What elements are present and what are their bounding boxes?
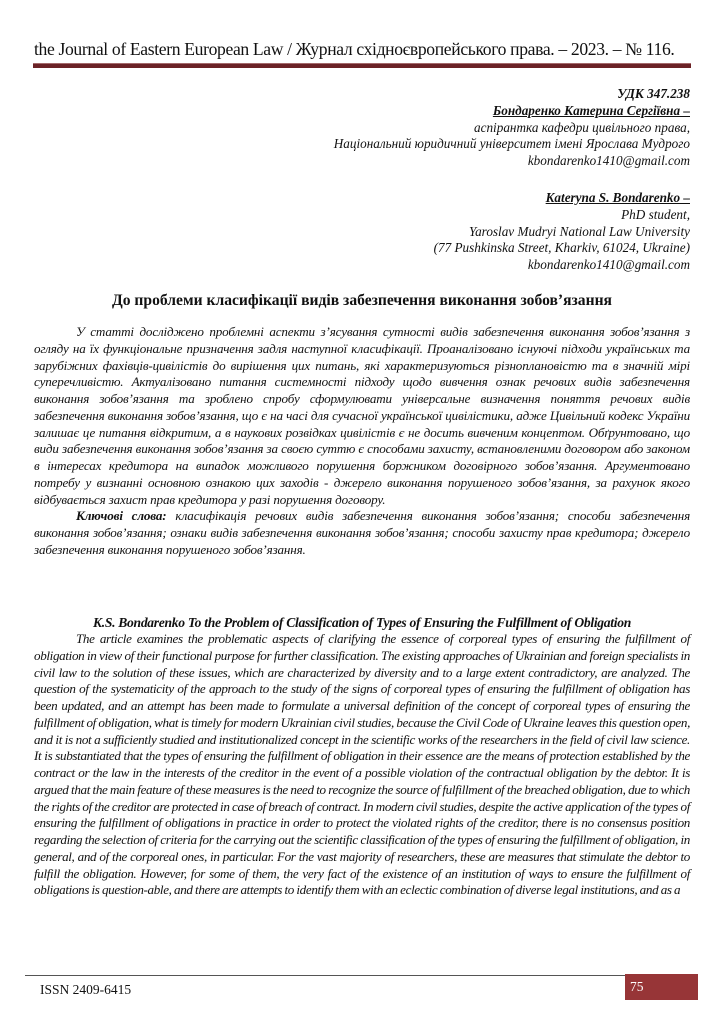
keywords-label: Ключові слова: bbox=[76, 508, 167, 524]
header-rule bbox=[33, 63, 691, 68]
author-name-ua: Бондаренко Катерина Сергіївна – bbox=[492, 102, 690, 118]
author-institution-ua: Національний юридичний університет імені Ярослава Мудрого bbox=[333, 136, 690, 152]
author-email-ua[interactable]: kbondarenko1410@gmail.com bbox=[527, 153, 690, 169]
running-header: the Journal of Eastern European Law / Журнал східноєвропейського права. – 2023. – № 116. bbox=[34, 39, 675, 59]
article-title-ua: До проблеми класифікації видів забезпечення виконання зобов’язання bbox=[112, 292, 612, 309]
author-position-en: PhD student, bbox=[621, 206, 690, 222]
issn: ISSN 2409-6415 bbox=[40, 982, 132, 997]
footer-rule bbox=[25, 975, 627, 976]
author-position-ua: аспірантка кафедри цивільного права, bbox=[474, 119, 690, 135]
author-email-en[interactable]: kbondarenko1410@gmail.com bbox=[527, 257, 690, 273]
abstract-en-text: The article examines the problematic aspects of clarifying the essence of corporeal types of ensuring the fulfillment of obligation in view of their functional purpose for further classification. The existing approaches of Ukrainian and foreign specialists in civil law to the solution of these issues, which are characterized by diversity and to a large extent contradictory, are analyzed. The question of the systematicity of the approach to the study of the signs of corporeal types of ensuring the fulfillment of obligation has been updated, and an attempt has been made to formulate a universal definition of the concept of corporeal types of ensuring the fulfillment of obligation, what is timely for modern Ukrainian civil studies, because the Civil Code of Ukraine leaves this question open, and it is not a sufficiently studied and institutionalized concept in the scientific works of the researchers in the field of civil law science. It is substantiated that the types of ensuring the fulfillment of obligation in their essence are the means of protection established by the contract or the law in the interests of the creditor in the event of a possible violation of the contractual obligation by the debtor. It is argued that the main feature of these measures is the need to recognize the source of fulfillment of the breached obligation, due to which the rights of the creditor are protected in case of breach of contract. In modern civil studies, despite the active application of the types of ensuring the fulfillment of obligations in practice in order to protect the violated rights of the creditor, there is no consensus position regarding the selection of criteria for the carrying out the scientific classification of the types of ensuring the fulfillment of obligation, in general, and of the corporeal ones, in particular. For the vast majority of researchers, these are measures that stimulate the debtor to fulfill the obligation. However, for some of them, the very fact of the existence of an institution of ways to ensure the fulfillment of obligations is question-able, and there are attempts to identify them with an eclectic combination of diverse legal institutions, and as a bbox=[34, 631, 690, 898]
author-institution-en: Yaroslav Mudryi National Law University bbox=[468, 223, 690, 239]
article-title-en: K.S. Bondarenko To the Problem of Classification of Types of Ensuring the Fulfillment of Obligation bbox=[92, 615, 632, 630]
abstract-en bbox=[34, 631, 690, 899]
author-name-en: Kateryna S. Bondarenko – bbox=[545, 190, 690, 205]
page-number: 75 bbox=[625, 974, 698, 1000]
udk-code: УДК 347.238 bbox=[617, 86, 690, 101]
abstract-ua-text: У статті досліджено проблемні аспекти з’ясування сутності видів забезпечення виконання зобов’язання з огляду на їх функціональне призначення задля наступної класифікації. Проаналізовано існуючі підходи українських та зарубіжних фахівців-цивілістів до вирішення цих питань, які характеризуються різноплановістю та в значній мірі суперечливістю. Актуалізовано питання системності підходу щодо вивчення ознак речових видів забезпечення виконання зобов’язання та зроблено спробу сформулювати універсальне визначення поняття речових видів забезпечення виконання зобов’язання, що є на часі для сучасної української цивілістики, адже Цивільний кодекс України залишає це питання відкритим, а в наукових розвідках цивілістів є не досить вивченим концептом. Обґрунтовано, що види забезпечення виконання зобов’язання за своєю суттю є способами захисту, встановленими договором або законом в інтересах кредитора на випадок можливого порушення боржником договірного зобов’язання. Аргументовано потребу у визнанні основною ознакою цих заходів - джерело виконання порушеного зобов’язання, за рахунок якого відбувається захист прав кредитора у разі порушення договору. bbox=[34, 324, 690, 507]
author-block-en bbox=[434, 190, 690, 274]
author-block-ua bbox=[334, 86, 690, 170]
keywords-ua bbox=[34, 508, 690, 558]
author-address-en: (77 Pushkinska Street, Kharkiv, 61024, Ukraine) bbox=[433, 240, 690, 256]
abstract-ua bbox=[34, 324, 690, 559]
keywords-text: класифікація речових видів забезпечення виконання зобов’язання; способи забезпечення виконання зобов’язання; ознаки видів забезпечення виконання зобов’язання; способи захисту прав кредитора; джерело забезпечення виконання порушеного зобов’язання. bbox=[34, 508, 690, 557]
